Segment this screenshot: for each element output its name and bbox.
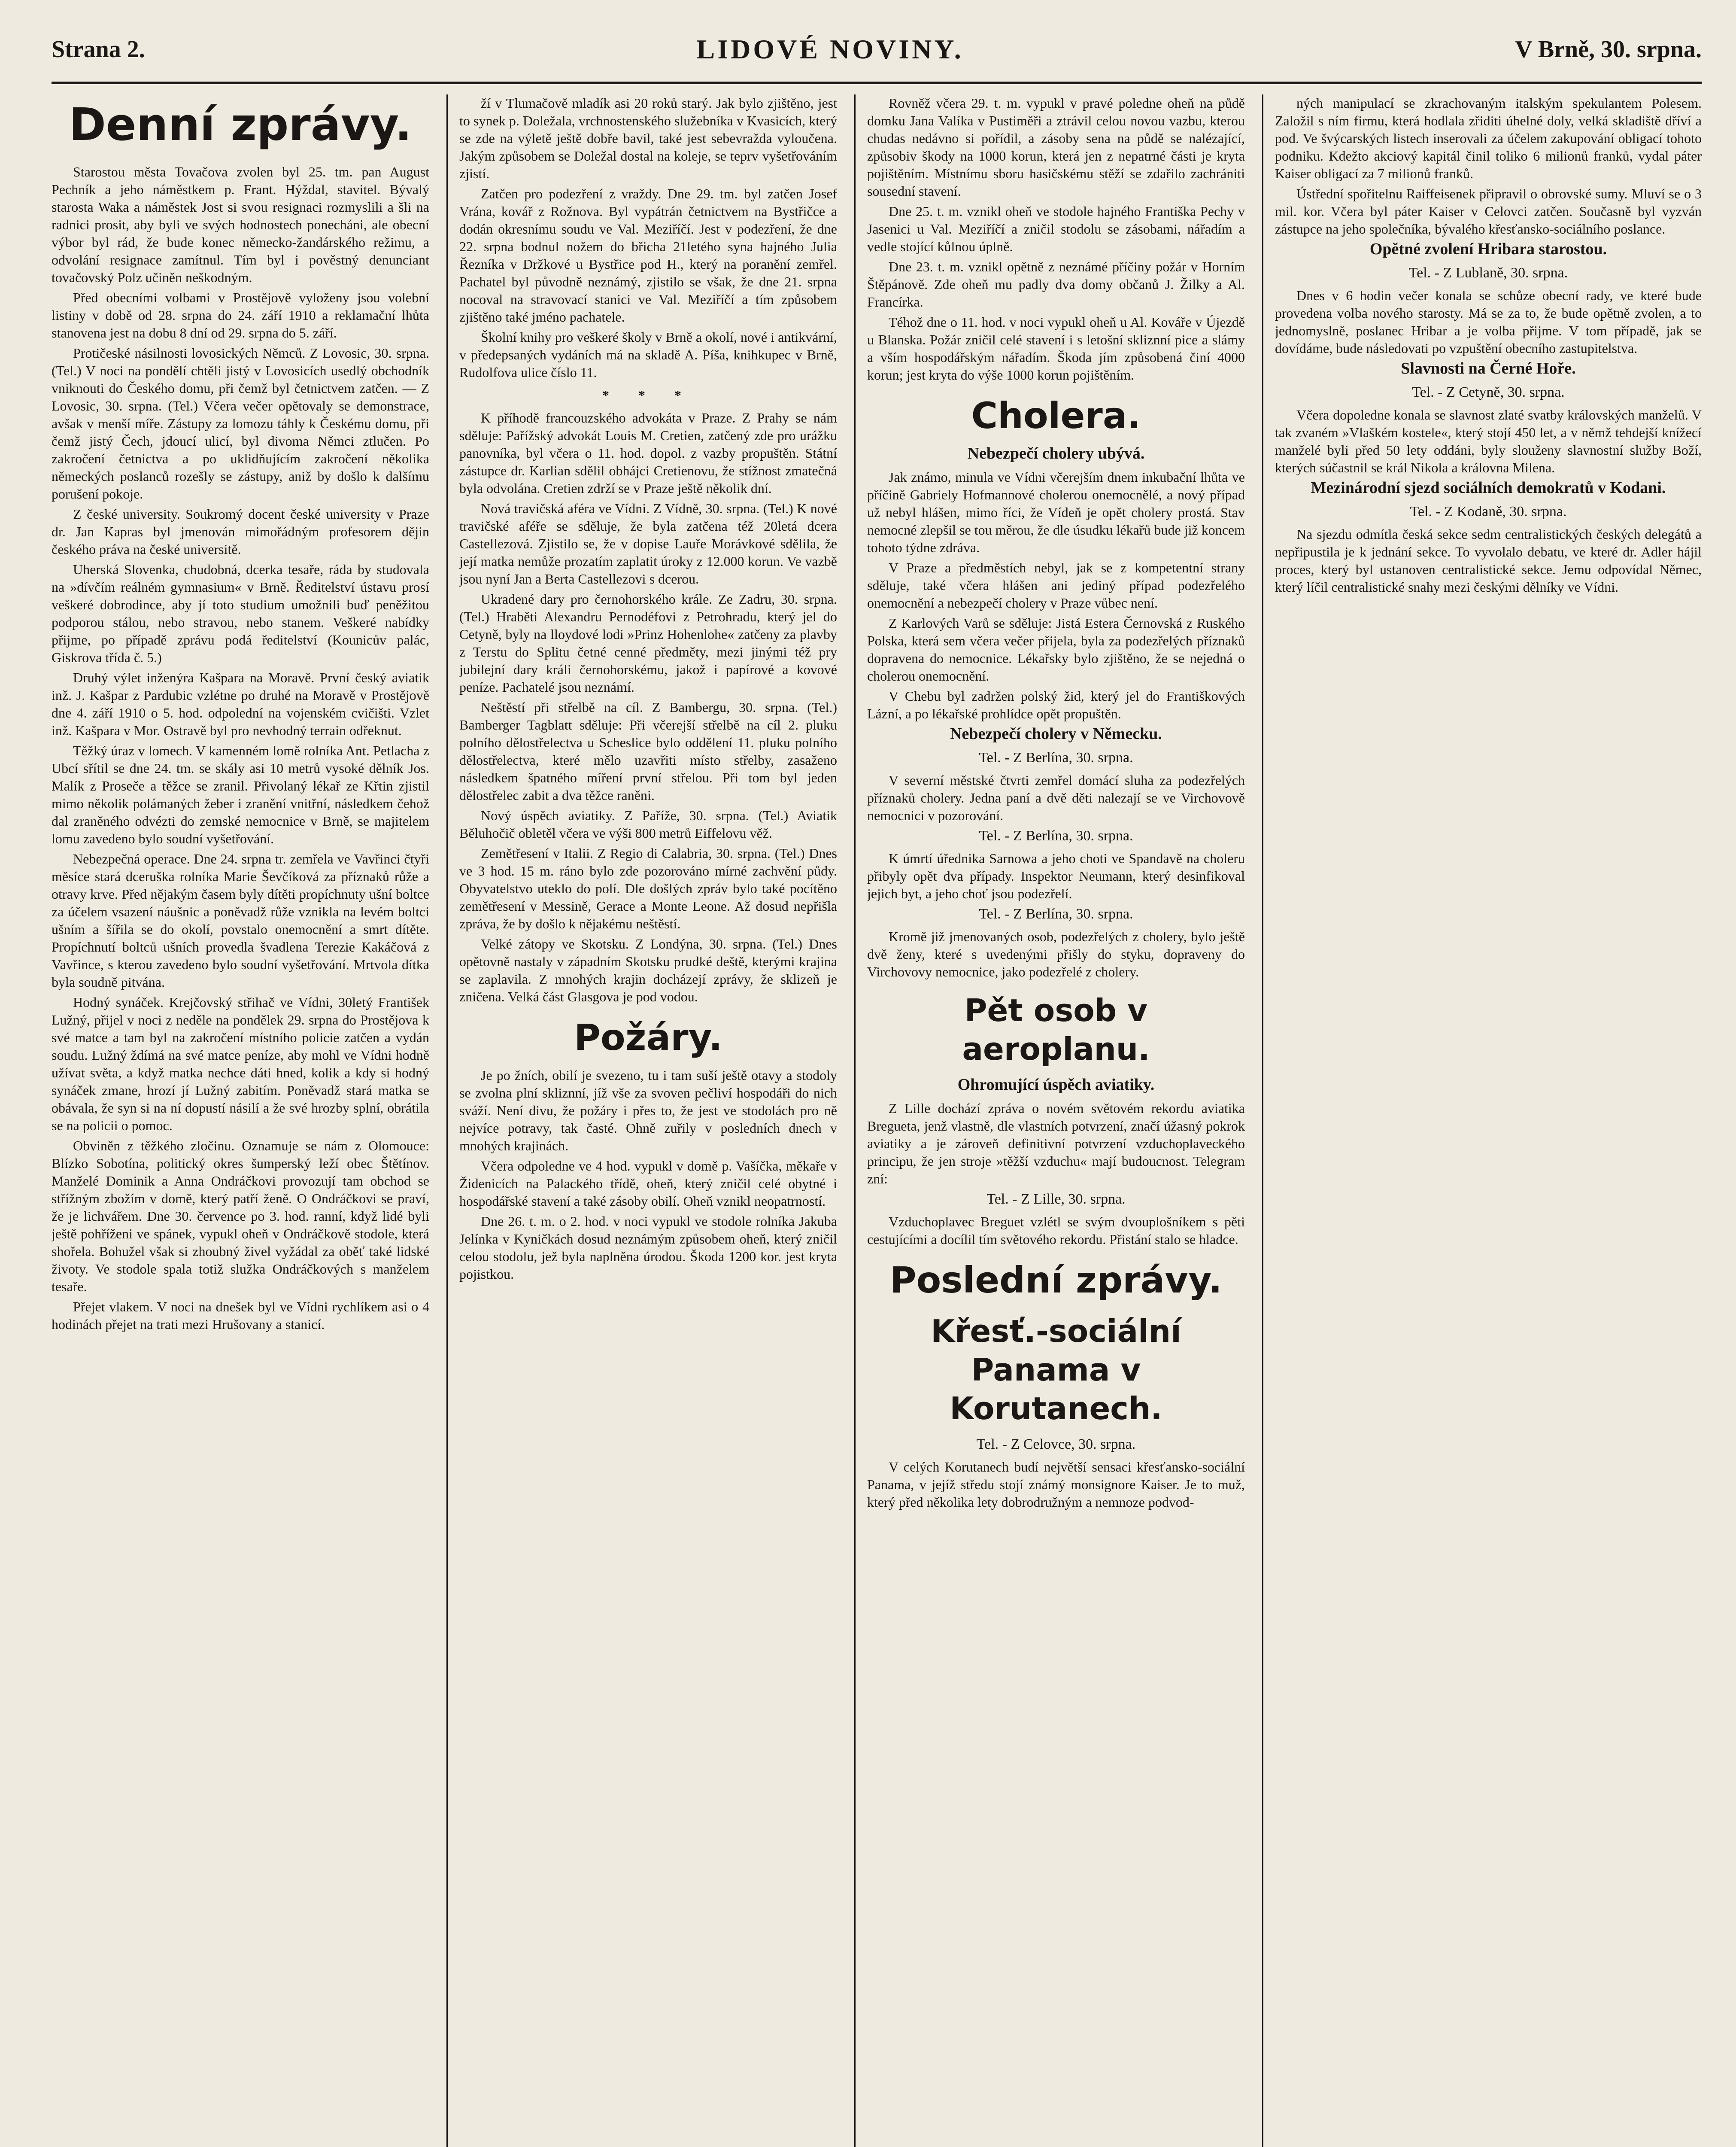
advertisement-text: Školní knihy pro veškeré školy v Brně a okolí, nové i antikvární, v předepsaných vydáních má na skladě A. Píša, knihkupec v Brně, Rudolfova ulice číslo 11. xyxy=(459,329,837,380)
column-2 xyxy=(459,94,837,2147)
telegram-dateline: Tel. - Z Berlína, 30. srpna. xyxy=(979,828,1133,844)
article: Těžký úraz v lomech. V kamenném lomě rolníka Ant. Petlacha z Ubcí sřítil se dne 24. tm. se skály asi 10 metrů vysoké dělník Jos. Malík z Proseče a těžce se zranil. Přivolaný lékař ze Křtin zjistil mimo několik polámaných žeber i zranění vnitřní, následkem čehož dal zraněného odvézti do zemské nemocnice v Brně, se majitelem lomu zavedeno bylo soudní vyšetřování. xyxy=(52,743,429,846)
article: Dnes v 6 hodin večer konala se schůze obecní rady, ve které bude provedena volba nového starosty. Má se za to, že bude opětně zvolen, a to jednomyslně, poslanec Hribar a je volba přijme. V tom případě, jak se dovídáme, bude následovati po vzpuštění obecního zastupitelstva. xyxy=(1275,288,1702,356)
column-4 xyxy=(1275,94,1702,2147)
section-title-daily-news: Denní zprávy. xyxy=(69,98,412,151)
article: Obviněn z těžkého zločinu. Oznamuje se nám z Olomouce: Blízko Sobotína, politický okres šumperský leží obec Štětínov. Manželé Dominik a Anna Ondráčkovi provozují tam obchod se střížným zbožím v domě, který patří ženě. O Ondráčkovi se praví, že je lichvářem. Dne 30. července po 3. hod. ranní, když lidé byli ještě pohříženi ve spánek, vypukl oheň v Ondráčkově stodole, která shořela. Bohužel však si zhoubný živel vyžádal za oběť také lidské životy. Ve stodole spala totiž služka Ondráčkových s manželem tesaře. xyxy=(52,1138,429,1294)
article: Ukradené dary pro černohorského krále. Ze Zadru, 30. srpna. (Tel.) Hraběti Alexandru Pernodéfovi z Petrohradu, který jel do Cetyně, byly na lloydové lodi »Prinz Hohenlohe« zatčeny za plavby z Terstu do Splitu četné cenné předměty, mezi jinými též pry jubilejní dary králi černohorskému, jakož i papírové a kovové peníze. Pachatelé jsou neznámí. xyxy=(459,591,837,695)
headline-panama: Křesť.-sociální Panama v Korutanech. xyxy=(931,1313,1181,1426)
article: Zemětřesení v Italii. Z Regio di Calabria, 30. srpna. (Tel.) Dnes ve 3 hod. 15 m. ráno bylo zde pozorováno mírné zachvění půdy. Obyvatelstvo uteklo do polí. Dle došlých zpráv bylo také pocítěno zemětřesení v Messině, Gerace a Monte Leone. Až dosud nepřišla zpráva, že by došlo k nějakému neštěstí. xyxy=(459,845,837,931)
article: Přejet vlakem. V noci na dnešek byl ve Vídni rychlíkem asi o 4 hodinách přejet na trati mezi Hrušovany a stanicí. xyxy=(52,1299,429,1332)
section-title-latest-news: Poslední zprávy. xyxy=(890,1259,1222,1301)
column-rule xyxy=(1262,94,1263,2147)
article: Starostou města Tovačova zvolen byl 25. tm. pan August Pechník a jeho náměstkem p. Frant. Hýždal, stavitel. Bývalý starosta Waka a náměstek Jost si svou resignaci rozmyslili a šli na radnici prosit, aby byli ve svých hodnostech ponecháni, ale obecní výbor byl rád, že bude konec německo-žandárského režimu, a odvolání resignace zamítnul. Tím byl i pověstný denunciant tovačovský Polz učiněn neškodným. xyxy=(52,164,429,285)
telegram-dateline: Tel. - Z Lille, 30. srpna. xyxy=(986,1191,1126,1207)
column-rule xyxy=(446,94,448,2147)
article: ží v Tlumačově mladík asi 20 roků starý. Jak bylo zjištěno, jest to synek p. Doležala, vrchnostenského služebníka v Kvasicích, který se zde na výletě ještě dobře bavil, také jest sebevražda vyloučena. Jakým způsobem se Doležal dostal na koleje, se teprv vyšetřováním zjistí. xyxy=(459,95,837,181)
article: Nebezpečná operace. Dne 24. srpna tr. zemřela ve Vavřinci čtyři měsíce stará dceruška rolníka Marie Ševčíková za příznaků růže a otravy krve. Před nějakým časem byly dítěti propíchnuty ušní boltce za účelem vsazení náušnic a poněvadž růže vznikla na levém boltci ušním a šířila se do okolí, povstalo onemocnění a smrt dítěte. Propíchnutí boltců ušních provedla švadlena Terezie Kakáčová z Vavřince, s kterou zavedeno bylo soudní vyšetřování. Mrtvola dítka byla soudně pitvána. xyxy=(52,851,429,990)
column-3 xyxy=(867,94,1245,2147)
article: Velké zátopy ve Skotsku. Z Londýna, 30. srpna. (Tel.) Dnes opětovně nastaly v západním Skotsku prudké deště, kterými krajina se zaplavila. Z mnohých krajin docházejí zprávy, že sklizeň je zničena. Velká část Glasgova je pod vodou. xyxy=(459,936,837,1004)
subheading: Opětné zvolení Hribara starostou. xyxy=(1369,240,1607,258)
article: Zatčen pro podezření z vraždy. Dne 29. tm. byl zatčen Josef Vrána, kovář z Rožnova. Byl vypátrán četnictvem na Bystřičce a dodán okresnímu soudu ve Val. Meziříčí. Jest v podezření, že dne 22. srpna bodnul nožem do břicha 21letého syna hajného Julia Řezníka v Držkové u Bystřice pod H., který na poranění zemřel. Pachatel byl původně neznámý, zjistilo se však, že dne 21. srpna nocoval na stravovací stanici ve Val. Meziříčí a tím způsobem zjištěno také jméno pachatele. xyxy=(459,186,837,325)
article: Téhož dne o 11. hod. v noci vypukl oheň u Al. Kováře v Újezdě u Blanska. Požár zničil celé stavení i s letošní skliznní pice a slámy a vším hospodářským nářadím. Škoda jím způsobená činí 4000 korun; jest kryta do výše 1000 korun pojištěním. xyxy=(867,314,1245,383)
article: V severní městské čtvrti zemřel domácí sluha za podezřelých příznaků cholery. Jedna paní a dvě děti nalezají se ve Virchovově nemocnici v pozorování. xyxy=(867,772,1245,823)
article: Z Lille dochází zpráva o novém světovém rekordu aviatika Bregueta, jenž vlastně, dle vlastních potvrzení, značí úžasný pokrok aviatiky a je zároveň definitivní potvrzení vzduchoplaveckého principu, že jen stroje »těžší vzduchu« mají budoucnost. Telegram zní: xyxy=(867,1101,1245,1186)
columns xyxy=(52,94,1702,2147)
page-header xyxy=(52,17,1702,84)
dateline: V Brně, 30. srpna. xyxy=(1515,36,1702,63)
masthead: LIDOVÉ NOVINY. xyxy=(696,34,964,64)
article: ných manipulací se zkrachovaným italským spekulantem Polesem. Založil s ním firmu, která hodlala zřiditi úhelné doly, velká skladiště dříví a pod. Ve švýcarských listech inserovali za účelem zakupování obligací tohoto podniku. Kdežto akciový kapitál činil toliko 6 milionů franků, vydal páter Kaiser obligací za 7 milionů franků. xyxy=(1275,95,1702,181)
telegram-dateline: Tel. - Z Cetyně, 30. srpna. xyxy=(1412,384,1565,400)
article: Před obecními volbami v Prostějově vyloženy jsou volební listiny v době od 28. srpna do 24. září 1910 a reklamační lhůta stanovena jest na dobu 8 dní od 29. srpna do 5. září. xyxy=(52,290,429,341)
page-number: Strana 2. xyxy=(52,36,145,63)
telegram-dateline: Tel. - Z Celovce, 30. srpna. xyxy=(976,1436,1136,1452)
article: Neštěstí při střelbě na cíl. Z Bambergu, 30. srpna. (Tel.) Bamberger Tagblatt sděluje: Při včerejší střelbě na cíl 2. pluku polního dělostřelectva u Scheslice bylo oddělení 11. pluku polního dělostřelectva, které mělo uzavřiti místo střelby, zasaženo následkem špatného míření první střelou. Při tom byl jeden dělostřelec zabit a dva těžce raněni. xyxy=(459,699,837,803)
article: Druhý výlet inženýra Kašpara na Moravě. První český aviatik inž. J. Kašpar z Pardubic vzlétne po druhé na Moravě v Prostějově dne 4. září 1910 o 5. hod. odpolední na vojenském cvičišti. Vzlet inž. Kašpara v Mor. Ostravě byl pro nevhodný terrain odřeknut. xyxy=(52,670,429,738)
article: Je po žních, obilí je svezeno, tu i tam suší ještě otavy a stodoly se zvolna plní skliznní, jíž vše za svoven pečliví hospodáři do nich sváží. Není divu, že požáry i přes to, že jest ve stodolách pro ně nejvíce potravy, tak časté. Ohně zuřily v posledních dnech v mnohých krajinách. xyxy=(459,1067,837,1153)
article: Dne 23. t. m. vznikl opětně z neznámé příčiny požár v Horním Štěpánově. Zde oheň mu padly dva domy občanů J. Žilky a Al. Francírka. xyxy=(867,259,1245,310)
article: Na sjezdu odmítla česká sekce sedm centralistických českých delegátů a nepřipustila je k jednání sekce. To vyvolalo debatu, ve které dr. Adler hájil proces, který byl ustanoven centralistické sekce. Jemu odpovídal Němec, který líčil centralistické snahy mezi českými dělníky ve Vídni. xyxy=(1275,526,1702,595)
article: Ústřední spořitelnu Raiffeisenek připravil o obrovské sumy. Mluví se o 3 mil. kor. Včera byl páter Kaiser v Celovci zatčen. Současně byl vyzván zástupce na jeho společníka, bývalého křesťansko-sociálního poslance. xyxy=(1275,186,1702,237)
section-title-cholera: Cholera. xyxy=(971,395,1141,437)
column-rule xyxy=(854,94,856,2147)
subheading: Ohromující úspěch aviatiky. xyxy=(957,1076,1155,1094)
article: Protičeské násilnosti lovosických Němců. Z Lovosic, 30. srpna. (Tel.) V noci na pondělí chtěli jistý v Lovosicích usedlý obchodník vniknouti do Českého domu, při čemž byl četnictvem zatčen. — Z Lovosic, 30. srpna. (Tel.) Včera večer opětovaly se demonstrace, avšak v menší míře. Zástupy za lomozu táhly k Českému domu, při čemž jistý Čech, jdoucí ulicí, byl divoma Němci ztlučen. Po zakročení četnictva a po uklidňujícím zakročení několika německých poslanců rozešly se zástupy, aniž by došlo k dalšímu porušení pokoje. xyxy=(52,345,429,502)
telegram-dateline: Tel. - Z Lublaně, 30. srpna. xyxy=(1408,265,1568,281)
subheading: Slavnosti na Černé Hoře. xyxy=(1401,359,1576,377)
subheading: Mezinárodní sjezd sociálních demokratů v Kodani. xyxy=(1311,479,1666,497)
telegram-dateline: Tel. - Z Berlína, 30. srpna. xyxy=(979,906,1133,922)
article: Včera dopoledne konala se slavnost zlaté svatby královských manželů. V tak zvaném »Vlaškém kostele«, který stojí 450 let, a v němž tehdejší knížecí manželé byli před 50 lety oddáni, byly slouženy slavnostní služby Boží, kterých súčastnil se král Nikola a královna Milena. xyxy=(1275,407,1702,475)
article: Z Karlových Varů se sděluje: Jistá Estera Černovská z Ruského Polska, která sem včera večer přijela, byla za podezřelých příznaků dopravena do nemocnice. Lékařsky bylo zjištěno, že se nejedná o cholerou onemocnění. xyxy=(867,615,1245,684)
article: Kromě již jmenovaných osob, podezřelých z cholery, bylo ještě dvě ženy, které s uvedenými přišly do styku, dopraveny do Virchovovy nemocnice, jako podezřelé z cholery. xyxy=(867,929,1245,979)
section-title-aeroplane: Pět osob v aeroplanu. xyxy=(962,992,1150,1067)
subheading: Nebezpečí cholery v Německu. xyxy=(950,725,1162,743)
article: Dne 26. t. m. o 2. hod. v noci vypukl ve stodole rolníka Jakuba Jelínka v Kyničkách dosud neznámým způsobem oheň, který zničil celou stodolu, jež byla naplněna úrodou. Škoda 1200 kor. jest kryta pojistkou. xyxy=(459,1213,837,1282)
column-1 xyxy=(52,94,429,2147)
article: Nová travičská aféra ve Vídni. Z Vídně, 30. srpna. (Tel.) K nové travičské aféře se sděluje, že byla zatčena též 20letá dcera Castellezová. Zjistilo se, že v dopise Lauře Morávkové sdělila, že její matka nemůže prozatím zaplatit úroky z 12.000 korun. Ve vazbě jsou nyní Jan a Berta Castellezovi s dcerou. xyxy=(459,501,837,587)
telegram-dateline: Tel. - Z Kodaně, 30. srpna. xyxy=(1410,504,1567,520)
article: K příhodě francouzského advokáta v Praze. Z Prahy se nám sděluje: Pařížský advokát Louis M. Cretien, zatčený zde pro urážku panovníka, byl včera o 11. hod. dopol. z vazby propuštěn. Státní zástupce dr. Karlian sdělil obhájci Cretienovu, že stížnost zmatečná byla odvolána. Cretien zdrží se v Praze ještě několik dní. xyxy=(459,410,837,496)
article: V celých Korutanech budí největší sensaci křesťansko-sociální Panama, v jejíž středu stojí známý monsignore Kaiser. Je to muž, který před několika lety dobrodružným a nemnoze podvod- xyxy=(867,1459,1245,1510)
article: V Chebu byl zadržen polský žid, který jel do Františkových Lázní, a po lékařské prohlídce opět propuštěn. xyxy=(867,688,1245,721)
article: Jak známo, minula ve Vídni včerejším dnem inkubační lhůta ve příčině Gabriely Hofmannové cholerou onemocnělé, a nový případ už nebyl hlášen, mimo říci, že Vídeň je opět cholery prostá. Stav nemocné zlepšil se tou měrou, že dle úsudku lékařů bude již koncem tohoto týdne zdráva. xyxy=(867,469,1245,555)
separator-stars: * * * xyxy=(602,387,694,403)
article: Rovněž včera 29. t. m. vypukl v pravé poledne oheň na půdě domku Jana Valíka v Pustiměři a ztrávil celou novou vazbu, kterou chudas nedávno si pořídil, a zásoby sena na půdě se nalézající, způsobiv škody na 1000 korun, která jen z nepatrné části je kryta pojištěním. Místnímu sboru hasičskému stěží se zdařilo zachrániti sousední stavení. xyxy=(867,95,1245,199)
article: Uherská Slovenka, chudobná, dcerka tesaře, ráda by studovala na »dívčím reálném gymnasium« v Brně. Ředitelství ústavu prosí veškeré dobrodince, aby jí toto studium umožnili buď peněžitou podporou stálou, nebo stravou, nebo stanem. Veškeré nabídky přijme, po případě zprávu podá ředitelství (Kounicův palác, Giskrova třída č. 5.) xyxy=(52,562,429,665)
article: Hodný synáček. Krejčovský střihač ve Vídni, 30letý František Lužný, přijel v noci z neděle na pondělek 29. srpna do Prostějova k své matce a tam byl na zakročení místního policie zatčen a vydán soudu. Lužný ždímá na své matce peníze, aby mohl ve Vídni hodně užívat světa, a když matka nechce dáti hned, kolik a kdy si hodný synáček zmane, hrozí jí Lužný zabitím. Poněvadž stará matka se obávala, že syn si na ní dopustí násilí a že své hrozby splní, obrátila se na policii o pomoc. xyxy=(52,994,429,1133)
section-title-fires: Požáry. xyxy=(574,1016,722,1058)
article: V Praze a předměstích nebyl, jak se z kompetentní strany sděluje, také včera hlášen ani jediný případ podezřelého onemocnění a nebezpečí cholery v Praze vůbec není. xyxy=(867,560,1245,611)
article: Nový úspěch aviatiky. Z Paříže, 30. srpna. (Tel.) Aviatik Běluhočič obletěl včera ve výši 800 metrů Eiffelovu věž. xyxy=(459,808,837,841)
article: Vzduchoplavec Breguet vzlétl se svým dvouplošníkem s pěti cestujícími a docílil tím světového rekordu. Přistání stalo se hladce. xyxy=(867,1214,1245,1247)
telegram-dateline: Tel. - Z Berlína, 30. srpna. xyxy=(979,750,1133,766)
subheading: Nebezpečí cholery ubývá. xyxy=(967,444,1145,462)
article: Včera odpoledne ve 4 hod. vypukl v domě p. Vašíčka, měkaře v Židenicích na Palackého třídě, oheň, který zničil celé obytné i hospodářské stavení a také zásoby obilí. Oheň vznikl neopatrností. xyxy=(459,1158,837,1209)
article: Dne 25. t. m. vznikl oheň ve stodole hajného Františka Pechy v Jasenici u Val. Meziříčí a zničil stodolu se zásobami, nářadím a vedle stojící kůlnou úplně. xyxy=(867,204,1245,254)
article: Z české university. Soukromý docent české university v Praze dr. Jan Kapras byl jmenován mimořádným profesorem dějin českého práva na české universitě. xyxy=(52,506,429,557)
article: K úmrtí úřednika Sarnowa a jeho choti ve Spandavě na choleru přibyly opět dva případy. Inspektor Neumann, který desinfikoval jejich byt, a jeho choť jsou podezřelí. xyxy=(867,851,1245,901)
